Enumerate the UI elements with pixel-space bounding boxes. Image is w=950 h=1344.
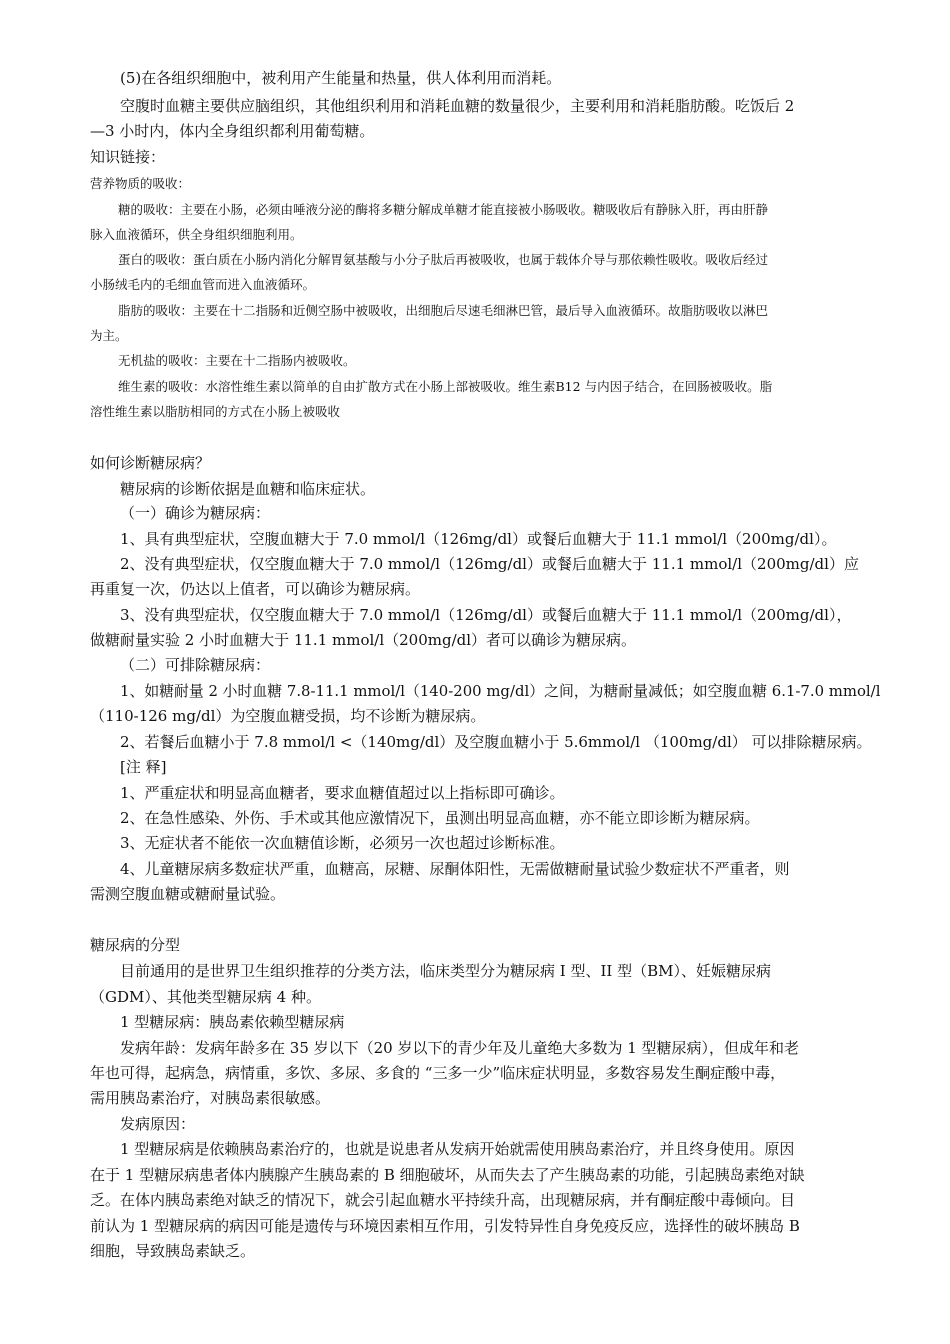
paragraph-line: （GDM）、其他类型糖尿病 4 种。	[90, 988, 321, 1006]
paragraph-line: 糖的吸收：主要在小肠，必须由唾液分泌的酶将多糖分解成单糖才能直接被小肠吸收。糖吸收后有静脉入肝，再由肝静	[118, 202, 769, 217]
paragraph-line: 目前通用的是世界卫生组织推荐的分类方法，临床类型分为糖尿病 I 型、II 型（BM）、妊娠糖尿病	[120, 962, 771, 980]
paragraph-line: 年也可得，起病急，病情重，多饮、多尿、多食的 “三多一少”临床症状明显，多数容易发生酮症酸中毒，	[90, 1064, 786, 1082]
paragraph-line: 乏。在体内胰岛素绝对缺乏的情况下，就会引起血糖水平持续升高，出现糖尿病，并有酮症酸中毒倾向。目	[90, 1191, 796, 1209]
paragraph-line: 前认为 1 型糖尿病的病因可能是遗传与环境因素相互作用，引发特异性自身免疫反应，选择性的破坏胰岛 B	[90, 1217, 800, 1235]
paragraph-line: 糖尿病的诊断依据是血糖和临床症状。	[120, 480, 376, 498]
subsection-heading: （一）确诊为糖尿病：	[120, 504, 271, 522]
paragraph-line: 1、如糖耐量 2 小时血糖 7.8-11.1 mmol/l（140-200 mg/dl）之间，为糖耐量减低；如空腹血糖 6.1-7.0 mmol/l	[120, 682, 881, 700]
subsection-heading: （二）可排除糖尿病：	[120, 656, 271, 674]
paragraph-line: 空腹时血糖主要供应脑组织，其他组织利用和消耗血糖的数量很少，主要利用和消耗脂肪酸。吃饭后 2	[120, 97, 795, 115]
subsection-heading: 营养物质的吸收：	[90, 176, 191, 191]
paragraph-line: （110-126 mg/dl）为空腹血糖受损，均不诊断为糖尿病。	[90, 707, 486, 725]
subsection-heading: [注 释]	[120, 758, 167, 776]
subsection-heading: 1 型糖尿病：胰岛素依赖型糖尿病	[120, 1013, 345, 1031]
paragraph-line: 在于 1 型糖尿病患者体内胰腺产生胰岛素的 B 细胞破坏，从而失去了产生胰岛素的功能，引起胰岛素绝对缺	[90, 1166, 805, 1184]
section-heading: 糖尿病的分型	[90, 936, 181, 954]
paragraph-line: 细胞，导致胰岛素缺乏。	[90, 1242, 256, 1260]
paragraph-line: 脂肪的吸收：主要在十二指肠和近侧空肠中被吸收，出细胞后尽速毛细淋巴管，最后导入血液循环。故脂肪吸收以淋巴	[118, 303, 769, 318]
paragraph-line: 为主。	[90, 328, 128, 343]
paragraph-line: 需测空腹血糖或糖耐量试验。	[90, 885, 286, 903]
paragraph-line: 1、具有典型症状，空腹血糖大于 7.0 mmol/l（126mg/dl）或餐后血糖大于 11.1 mmol/l（200mg/dl）。	[120, 530, 837, 548]
paragraph-line: (5)在各组织细胞中，被利用产生能量和热量，供人体利用而消耗。	[120, 69, 562, 87]
paragraph-line: 3、没有典型症状，仅空腹血糖大于 7.0 mmol/l（126mg/dl）或餐后血糖大于 11.1 mmol/l（200mg/dl），	[120, 606, 852, 624]
paragraph-line: 3、无症状者不能依一次血糖值诊断，必须另一次也超过诊断标准。	[120, 834, 565, 852]
paragraph-line: —3 小时内，体内全身组织都利用葡萄糖。	[90, 122, 375, 140]
subsection-heading: 发病原因：	[120, 1115, 196, 1133]
paragraph-line: 维生素的吸收：水溶性维生素以简单的自由扩散方式在小肠上部被吸收。维生素B12 与内因子结合，在回肠被吸收。脂	[118, 379, 773, 394]
paragraph-line: 2、在急性感染、外伤、手术或其他应激情况下，虽测出明显高血糖，亦不能立即诊断为糖尿病。	[120, 809, 760, 827]
section-heading: 知识链接：	[90, 148, 166, 166]
paragraph-line: 需用胰岛素治疗，对胰岛素很敏感。	[90, 1089, 331, 1107]
paragraph-line: 2、没有典型症状，仅空腹血糖大于 7.0 mmol/l（126mg/dl）或餐后血糖大于 11.1 mmol/l（200mg/dl）应	[120, 555, 859, 573]
paragraph-line: 1、严重症状和明显高血糖者，要求血糖值超过以上指标即可确诊。	[120, 784, 565, 802]
paragraph-line: 溶性维生素以脂肪相同的方式在小肠上被吸收	[90, 404, 341, 419]
paragraph-line: 做糖耐量实验 2 小时血糖大于 11.1 mmol/l（200mg/dl）者可以确诊为糖尿病。	[90, 631, 637, 649]
paragraph-line: 1 型糖尿病是依赖胰岛素治疗的，也就是说患者从发病开始就需使用胰岛素治疗，并且终身使用。原因	[120, 1140, 795, 1158]
section-heading: 如何诊断糖尿病？	[90, 454, 211, 472]
paragraph-line: 蛋白的吸收：蛋白质在小肠内消化分解胃氨基酸与小分子肽后再被吸收，也属于载体介导与那依赖性吸收。吸收后经过	[118, 252, 769, 267]
paragraph-line: 脉入血液循环，供全身组织细胞利用。	[90, 227, 303, 242]
paragraph-line: 无机盐的吸收：主要在十二指肠内被吸收。	[118, 353, 356, 368]
paragraph-line: 4、儿童糖尿病多数症状严重，血糖高，尿糖、尿酮体阳性，无需做糖耐量试验少数症状不严重者，则	[120, 860, 790, 878]
paragraph-line: 小肠绒毛内的毛细血管而进入血液循环。	[90, 277, 316, 292]
paragraph-line: 2、若餐后血糖小于 7.8 mmol/l <（140mg/dl）及空腹血糖小于 5.6mmol/l （100mg/dl） 可以排除糖尿病。	[120, 733, 872, 751]
paragraph-line: 再重复一次，仍达以上值者，可以确诊为糖尿病。	[90, 580, 421, 598]
paragraph-line: 发病年龄：发病年龄多在 35 岁以下（20 岁以下的青少年及儿童绝大多数为 1 型糖尿病），但成年和老	[120, 1039, 800, 1057]
